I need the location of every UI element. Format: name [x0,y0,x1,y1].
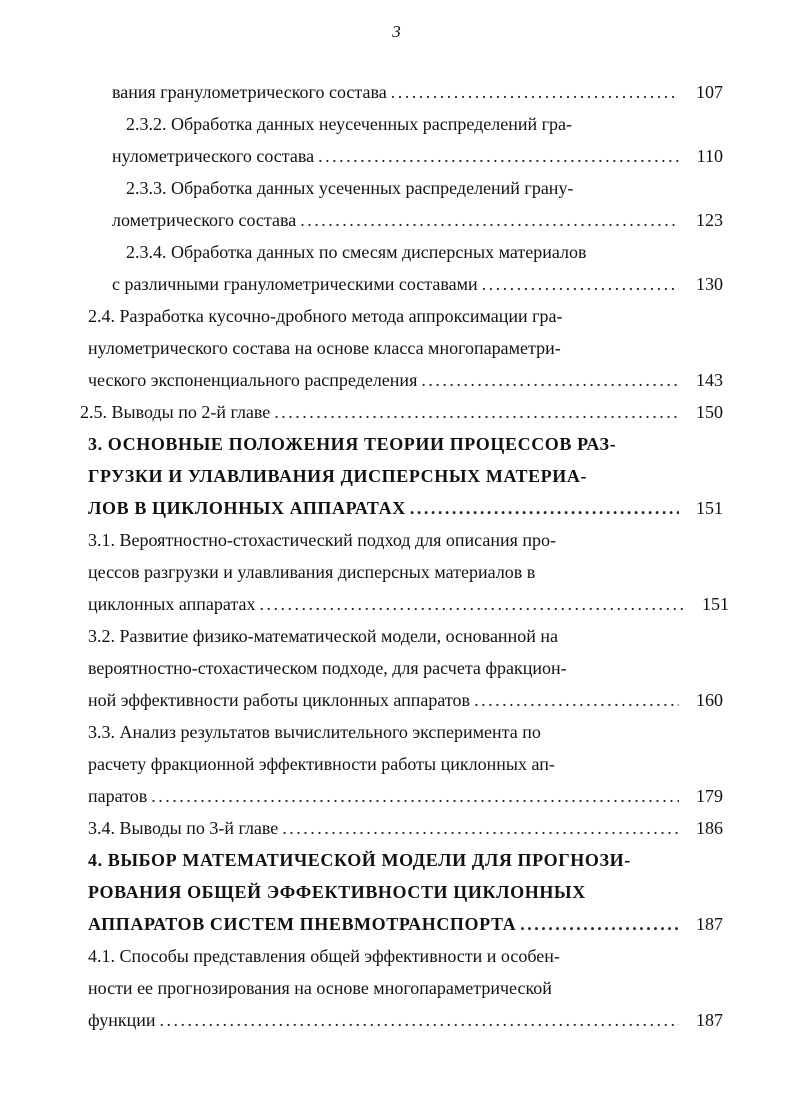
toc-line [88,620,723,652]
toc-line [88,972,723,1004]
toc-entry-2-3-3[interactable] [0,172,793,236]
toc-entry-text: ЛОВ В ЦИКЛОННЫХ АППАРАТАХ [88,498,406,518]
leader-dots [259,588,685,620]
toc-entry-2-3-4[interactable] [0,236,793,300]
toc-page-number: 160 [696,690,723,710]
toc-page-number: 187 [696,914,723,934]
toc-entry-2-3-1-continued[interactable] [0,76,793,108]
page-number: 3 [392,22,401,41]
toc-entry-text: РОВАНИЯ ОБЩЕЙ ЭФФЕКТИВНОСТИ ЦИКЛОННЫХ [88,882,586,902]
toc-entry-text: расчету фракционной эффективности работы циклонных ап- [88,754,555,774]
toc-page-number: 130 [696,274,723,294]
toc-line [88,1004,723,1036]
toc-line [88,428,723,460]
toc-line [0,204,723,236]
leader-dots [474,684,679,716]
toc-entry-text: паратов [88,786,148,806]
toc-entry-text: ной эффективности работы циклонных аппаратов [88,690,471,710]
leader-dots [151,780,679,812]
toc-entry-text: 3.1. Вероятностно-стохастический подход для описания про- [88,530,557,550]
toc-line [88,876,723,908]
toc-page-number: 143 [696,370,723,390]
leader-dots [318,140,679,172]
toc-line [88,332,723,364]
toc-entry-text: АППАРАТОВ СИСТЕМ ПНЕВМОТРАНСПОРТА [88,914,517,934]
leader-dots [282,812,679,844]
toc-entry-text: 3. ОСНОВНЫЕ ПОЛОЖЕНИЯ ТЕОРИИ ПРОЦЕССОВ РАЗ- [88,434,617,454]
toc-page-number: 150 [696,402,723,422]
toc-entry-text: 2.5. Выводы по 2-й главе [80,402,271,422]
toc-line [0,108,723,140]
toc-entry-text: 2.3.4. Обработка данных по смесям дисперсных материалов [126,242,587,262]
toc-line [0,268,723,300]
toc-entry-text: 4. ВЫБОР МАТЕМАТИЧЕСКОЙ МОДЕЛИ ДЛЯ ПРОГНОЗИ- [88,850,631,870]
toc-entry-text: вероятностно-стохастическом подходе, для расчета фракцион- [88,658,567,678]
toc-line [0,140,723,172]
toc-entry-text: ческого экспоненциального распределения [88,370,418,390]
toc-entry-3-3[interactable] [0,716,793,812]
toc-line [88,652,723,684]
toc-entry-text: вания гранулометрического состава [112,82,387,102]
toc-line [88,844,723,876]
toc-page-number: 151 [702,594,729,614]
toc-entry-text: 2.3.3. Обработка данных усеченных распределений грану- [126,178,574,198]
toc-line [88,716,723,748]
toc-entry-text: ности ее прогнозирования на основе многопараметрической [88,978,552,998]
leader-dots [410,492,679,524]
toc-entry-text: с различными гранулометрическими составами [112,274,478,294]
toc-line [88,524,729,556]
toc-entry-2-5[interactable] [0,396,793,428]
toc-entry-text: 4.1. Способы представления общей эффективности и особен- [88,946,560,966]
toc-entry-4-1[interactable] [0,940,793,1036]
toc-entry-text: 3.4. Выводы по 3-й главе [88,818,279,838]
leader-dots [391,76,679,108]
toc-entry-text: цессов разгрузки и улавливания дисперсных материалов в [88,562,536,582]
leader-dots [482,268,679,300]
toc-line [88,684,723,716]
leader-dots [520,908,679,940]
toc-page-number: 107 [696,82,723,102]
toc-entry-2-3-2[interactable] [0,108,793,172]
toc-entry-text: 3.2. Развитие физико-математической модели, основанной на [88,626,558,646]
toc-line [88,748,723,780]
toc-entry-3-4[interactable] [0,812,793,844]
toc-line [88,492,723,524]
toc-entry-text: 2.3.2. Обработка данных неусеченных распределений гра- [126,114,572,134]
toc-entry-chapter-4[interactable] [0,844,793,940]
toc-entry-3-2[interactable] [0,620,793,716]
leader-dots [274,396,679,428]
toc-line [88,588,729,620]
toc-entry-text: нулометрического состава на основе класса многопараметри- [88,338,561,358]
toc-line [88,940,723,972]
table-of-contents [0,76,793,1036]
toc-entry-chapter-3[interactable] [0,428,793,524]
leader-dots [421,364,679,396]
toc-line [0,236,723,268]
toc-line [80,396,723,428]
toc-line [88,556,729,588]
toc-entry-3-1[interactable] [0,524,793,620]
toc-page-number: 110 [696,146,723,166]
toc-line [88,300,723,332]
toc-entry-text: 2.4. Разработка кусочно-дробного метода аппроксимации гра- [88,306,563,326]
toc-entry-text: функции [88,1010,156,1030]
toc-line [88,364,723,396]
toc-entry-text: ГРУЗКИ И УЛАВЛИВАНИЯ ДИСПЕРСНЫХ МАТЕРИА- [88,466,588,486]
toc-line [88,460,723,492]
toc-page-number: 186 [696,818,723,838]
toc-line [88,812,723,844]
toc-entry-text: лометрического состава [112,210,297,230]
toc-page-number: 123 [696,210,723,230]
toc-entry-text: циклонных аппаратах [88,594,256,614]
toc-line [112,76,723,108]
toc-page-number: 179 [696,786,723,806]
toc-entry-text: нулометрического состава [112,146,315,166]
toc-line [0,172,723,204]
toc-page-number: 151 [696,498,723,518]
leader-dots [160,1004,680,1036]
toc-entry-text: 3.3. Анализ результатов вычислительного эксперимента по [88,722,541,742]
toc-entry-2-4[interactable] [0,300,793,396]
toc-line [88,780,723,812]
toc-page-number: 187 [696,1010,723,1030]
toc-line [88,908,723,940]
leader-dots [300,204,679,236]
